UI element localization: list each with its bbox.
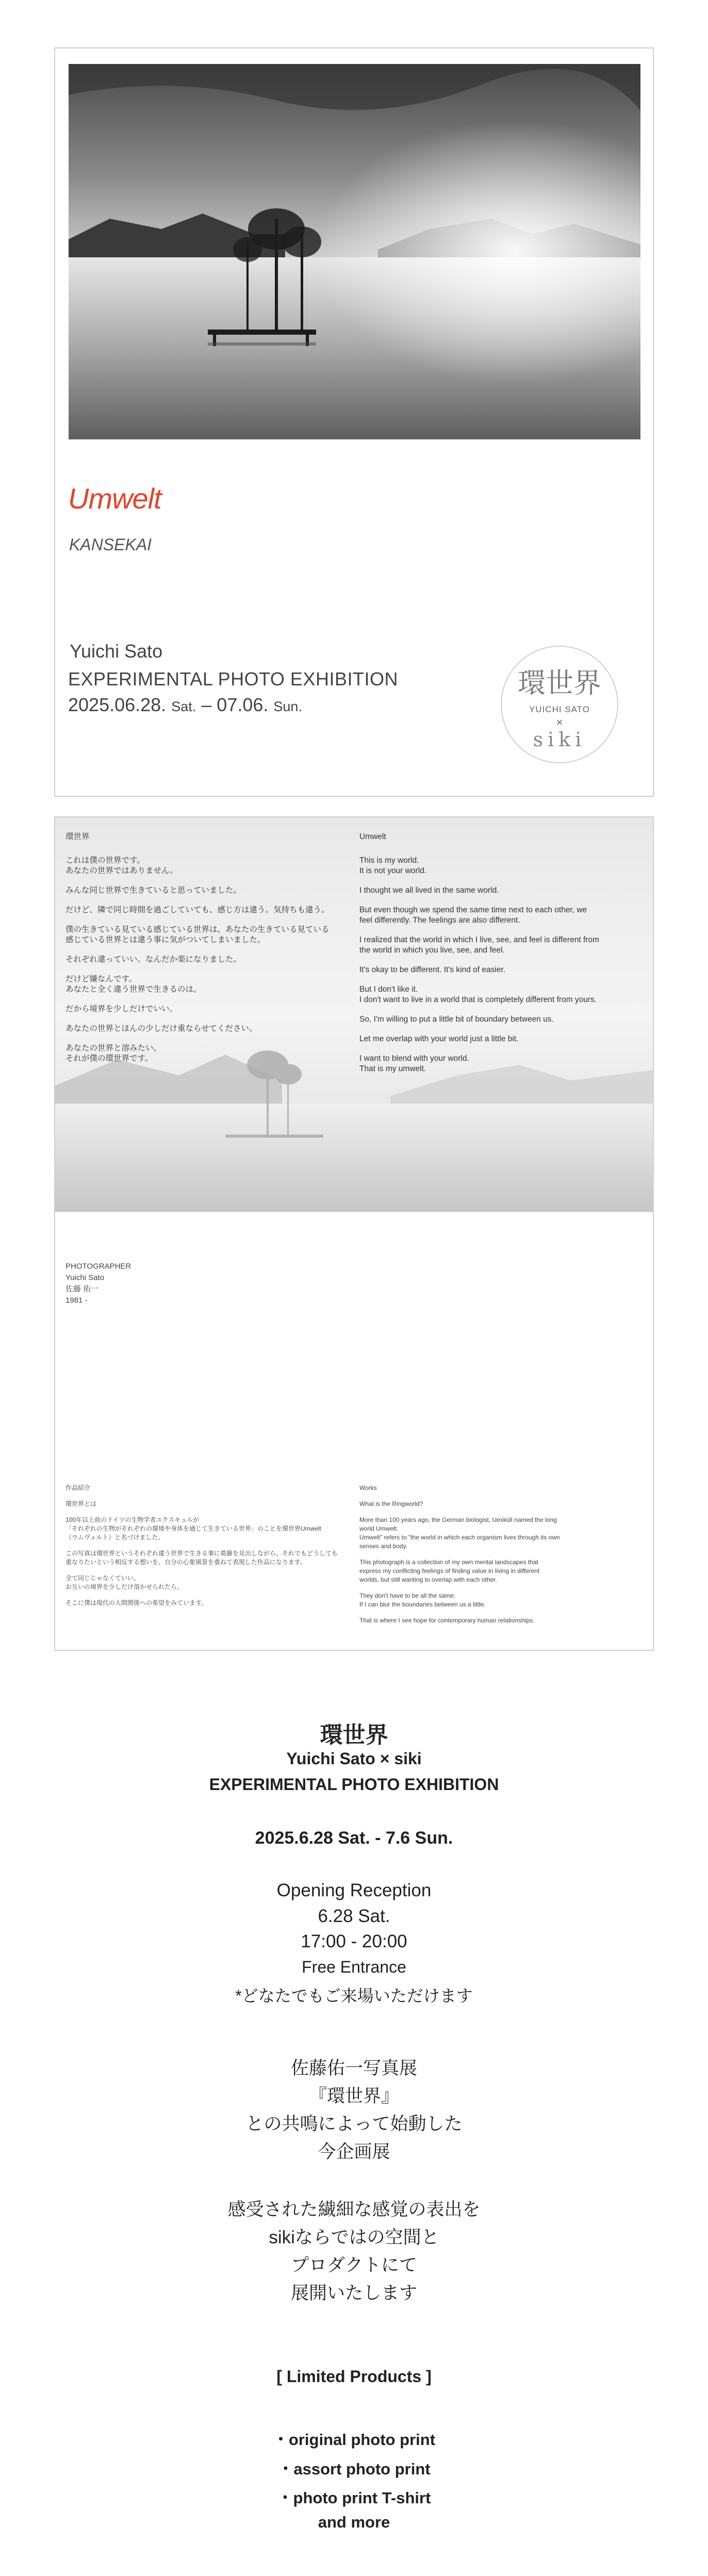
poem-japanese xyxy=(65,832,354,1073)
photographer-name: Yuichi Sato xyxy=(70,641,163,662)
poem-en-stanza: So, I'm willing to put a little bit of boundary between us. xyxy=(359,1015,554,1024)
works-notes-japanese xyxy=(65,1484,354,1615)
notes-ja-para: 作品紹介 xyxy=(65,1484,91,1491)
concept-line: 感受された繊細な感覚の表出を xyxy=(227,2200,481,2220)
poem-en-stanza: It's okay to be different. It's kind of easier. xyxy=(359,965,506,974)
poem-en-stanza: This is my world. It is not your world. xyxy=(359,856,427,875)
poem-en-stanza: I want to blend with your world. That is my umwelt. xyxy=(359,1054,469,1073)
date-start: 2025.06.28. xyxy=(68,694,167,715)
day-start: Sat. xyxy=(171,699,196,714)
exhibition-title-en: Umwelt xyxy=(68,482,161,515)
date-separator: – xyxy=(201,694,212,715)
poem-en-stanza: But I don't like it. I don't want to live in a world that is completely different from yours. xyxy=(359,985,597,1004)
notes-en-para: That is where I see hope for contemporary human relationships. xyxy=(359,1617,535,1624)
announcement-collab: Yuichi Sato × siki xyxy=(286,1749,422,1768)
poem-ja-stanza: これは僕の世界です。 あなたの世界ではありません。 xyxy=(65,856,178,875)
announcement-dates: 2025.6.28 Sat. - 7.6 Sun. xyxy=(255,1828,453,1848)
intro-line: 『環世界』 xyxy=(308,2086,399,2106)
works-notes-english xyxy=(359,1484,640,1632)
opening-reception-time: 17:00 - 20:00 xyxy=(301,1931,407,1951)
entrance-note: *どなたでもご来場いただけます xyxy=(235,1987,473,2005)
date-end: 07.06. xyxy=(217,694,269,715)
day-end: Sun. xyxy=(273,699,302,714)
exhibition-seal xyxy=(501,646,618,763)
lake-photo xyxy=(69,64,640,439)
announcement-title: 環世界 xyxy=(320,1722,388,1748)
exhibition-dates xyxy=(68,694,302,716)
seal-brand: siki xyxy=(533,728,586,751)
poem-ja-stanza: みんな同じ世界で生きていると思っていました。 xyxy=(65,886,242,895)
notes-en-para: They don't have to be all the same. If I can blur the boundaries between us a little. xyxy=(359,1592,486,1608)
poem-ja-stanza: だけど、隣で同じ時間を過ごしていても、感じ方は違う。気持ちも違う。 xyxy=(65,906,330,914)
poem-ja-stanza: あなたの世界と溶みたい。 それが僕の環世界です。 xyxy=(65,1044,162,1063)
exhibition-flyer-back xyxy=(54,816,654,1651)
opening-reception-label: Opening Reception xyxy=(276,1880,432,1900)
poem-en-stanza: But even though we spend the same time next to each other, we feel differently. The feelings are also different. xyxy=(359,906,587,925)
notes-en-para: Works xyxy=(359,1484,377,1491)
concept-line: 展開いたします xyxy=(290,2283,417,2303)
product-item: and more xyxy=(318,2513,390,2531)
notes-en-para: More than 100 years ago, the German biologist, Uexküll named the long world Umwelt. Umwelt" refers to "the world in which each organism lives through its own senses and body. xyxy=(359,1516,560,1550)
seal-kanji: 環世界 xyxy=(518,667,601,699)
photographer-profile: PHOTOGRAPHER Yuichi Sato 佐藤 佑一 1981 - xyxy=(65,1262,131,1305)
poem-en-stanza: I thought we all lived in the same world. xyxy=(359,886,499,895)
poem-ja-stanza: 僕の生きている見ている感じている世界は、あなたの生きている見ている 感じている世界とは違う事に気がついてしまいました。 xyxy=(65,925,330,944)
poem-ja-stanza: あなたの世界とほんの少しだけ重ならせてください。 xyxy=(65,1024,257,1033)
notes-en-para: What is the Ringworld? xyxy=(359,1500,423,1507)
poem-en-stanza: I realized that the world in which I live, see, and feel is different from the world in which you live, see, and feel. xyxy=(359,936,599,955)
seal-cross: × xyxy=(556,716,563,729)
intro-line: 佐藤佑一写真展 xyxy=(290,2058,417,2078)
poem-ja-stanza: だから境界を少しだけでいい。 xyxy=(65,1005,178,1013)
seal-name: YUICHI SATO xyxy=(529,704,590,714)
product-item: ・assort photo print xyxy=(277,2460,431,2478)
notes-ja-para: そこに僕は現代の人間関係への希望をみています。 xyxy=(65,1599,208,1606)
poem-english xyxy=(359,832,640,1084)
intro-line: との共鳴によって始動した xyxy=(245,2114,463,2134)
intro-line: 今企画展 xyxy=(318,2142,390,2162)
notes-ja-para: 全て同じじゃなくていい。 お互いの境界を少しだけ溶かせられたら。 xyxy=(65,1574,184,1590)
product-item: ・original photo print xyxy=(272,2431,436,2449)
poem-ja-stanza: それぞれ違っていい。なんだか楽になりました。 xyxy=(65,955,242,964)
notes-ja-para: この写真は環世界というそれぞれ違う世界で生きる事に葛藤を見出しながら、それでもどうしても 重なりたいという相反する想いを、自分の心象風景を重ねて表現した作品になります。 xyxy=(65,1550,338,1566)
product-item: ・photo print T-shirt xyxy=(277,2489,431,2507)
notes-ja-para: 環世界とは xyxy=(65,1500,97,1507)
opening-reception-date: 6.28 Sat. xyxy=(318,1906,390,1926)
notes-ja-para: 100年以上前のドイツの生物学者ユクスキュルが 「それぞれの生物がそれぞれの環境や身体を通じて生きている世界」のことを環世界Umwelt （ウムヴェルト）と名づけました。 xyxy=(65,1516,322,1541)
poem-ja-heading: 環世界 xyxy=(65,832,90,841)
free-entrance: Free Entrance xyxy=(302,1958,406,1976)
exhibition-title-romaji: KANSEKAI xyxy=(69,535,152,554)
notes-en-para: This photograph is a collection of my own mental landscapes that express my conflicting feelings of finding value in living in different worlds, but still wanting to overlap with each other. xyxy=(359,1558,540,1583)
concept-line: プロダクトにて xyxy=(290,2255,417,2275)
poem-ja-stanza: だけど嫌なんです。 あなたと全く違う世界で生きるのは。 xyxy=(65,975,202,994)
limited-products-heading: [ Limited Products ] xyxy=(276,2367,432,2386)
concept-line: sikiならではの空間と xyxy=(269,2227,439,2247)
poem-en-stanza: Let me overlap with your world just a little bit. xyxy=(359,1035,519,1043)
exhibition-flyer-front xyxy=(54,47,654,797)
announcement-exhibition-type: EXPERIMENTAL PHOTO EXHIBITION xyxy=(209,1775,499,1794)
exhibition-type: EXPERIMENTAL PHOTO EXHIBITION xyxy=(68,668,398,690)
poem-en-heading: Umwelt xyxy=(359,832,386,841)
